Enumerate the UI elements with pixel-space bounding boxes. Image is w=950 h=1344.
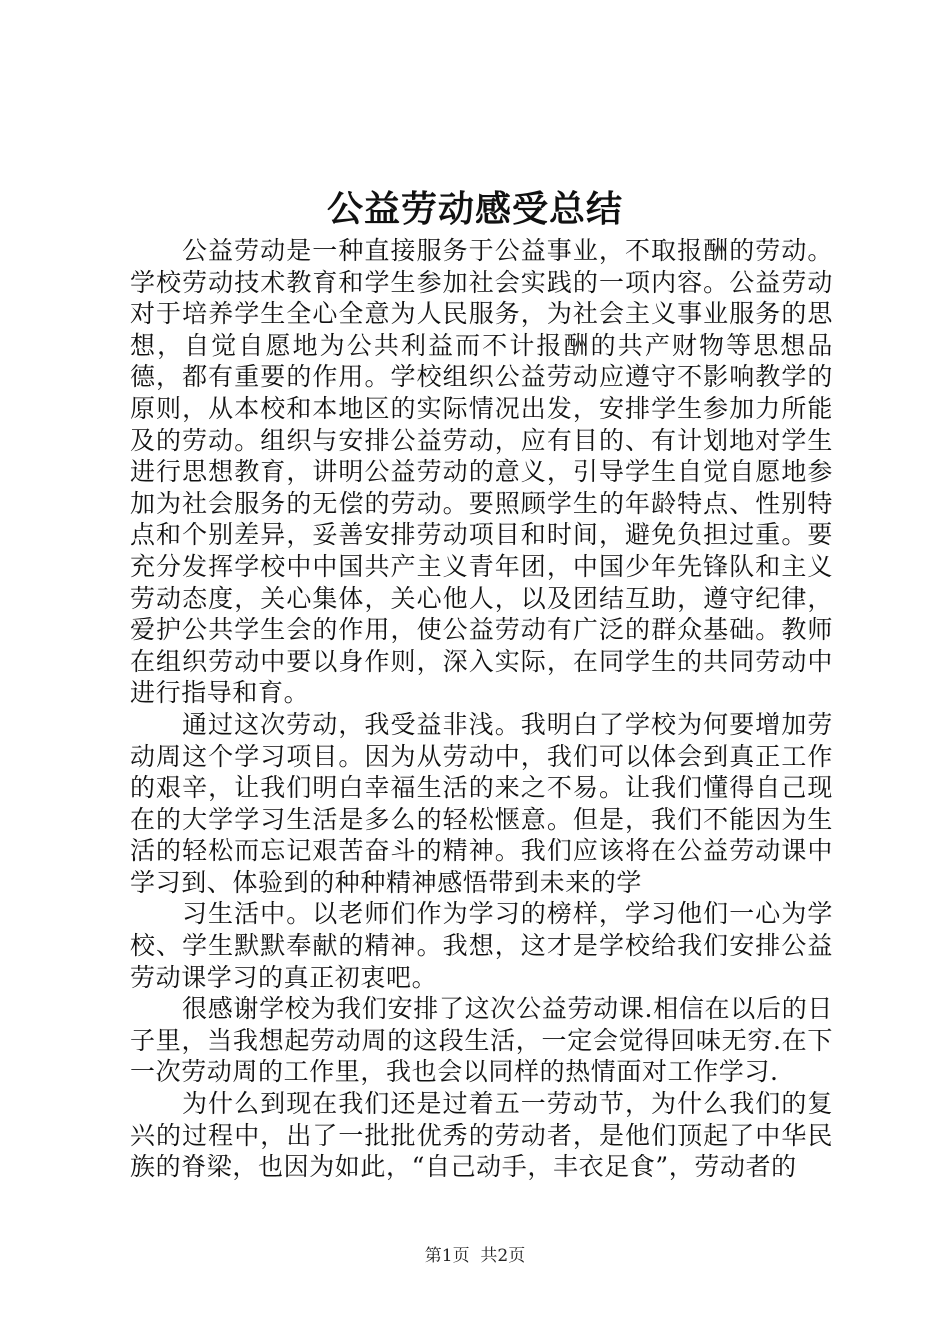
page-number: 第1页 bbox=[424, 1246, 470, 1266]
paragraph-3: 习生活中。以老师们作为学习的榜样，学习他们一心为学校、学生默默奉献的精神。我想，这才是学校给我们安排公益劳动课学习的真正初衷吧。 bbox=[130, 899, 833, 992]
paragraph-2: 通过这次劳动，我受益非浅。我明白了学校为何要增加劳动周这个学习项目。因为从劳动中，我们可以体会到真正工作的艰辛，让我们明白幸福生活的来之不易。让我们懂得自己现在的大学学习生活是多么的轻松惬意。但是，我们不能因为生活的轻松而忘记艰苦奋斗的精神。我们应该将在公益劳动课中学习到、体验到的种种精神感悟带到未来的学 bbox=[130, 709, 833, 897]
paragraph-5: 为什么到现在我们还是过着五一劳动节，为什么我们的复兴的过程中，出了一批批优秀的劳动者，是他们顶起了中华民族的脊梁，也因为如此，“自己动手，丰衣足食”，劳动者的 bbox=[130, 1089, 833, 1182]
page-footer bbox=[0, 1244, 950, 1268]
paragraph-1: 公益劳动是一种直接服务于公益事业，不取报酬的劳动。学校劳动技术教育和学生参加社会实践的一项内容。公益劳动对于培养学生全心全意为人民服务，为社会主义事业服务的思想，自觉自愿地为公共利益而不计报酬的共产财物等思想品德，都有重要的作用。学校组织公益劳动应遵守不影响教学的原则，从本校和本地区的实际情况出发，安排学生参加力所能及的劳动。组织与安排公益劳动，应有目的、有计划地对学生进行思想教育，讲明公益劳动的意义，引导学生自觉自愿地参加为社会服务的无偿的劳动。要照顾学生的年龄特点、性别特点和个别差异，妥善安排劳动项目和时间，避免负担过重。要充分发挥学校中中国共产主义青年团，中国少年先锋队和主义劳动态度，关心集体，关心他人，以及团结互助，遵守纪律，爱护公共学生会的作用，使公益劳动有广泛的群众基础。教师在组织劳动中要以身作则，深入实际，在同学生的共同劳动中进行指导和育。 bbox=[130, 236, 833, 708]
document-title: 公益劳动感受总结 bbox=[326, 188, 623, 230]
document-body bbox=[130, 235, 833, 1183]
paragraph-4: 很感谢学校为我们安排了这次公益劳动课.相信在以后的日子里，当我想起劳动周的这段生活，一定会觉得回味无穷.在下一次劳动周的工作里，我也会以同样的热情面对工作学习. bbox=[130, 994, 833, 1087]
page-total: 共2页 bbox=[480, 1246, 526, 1266]
